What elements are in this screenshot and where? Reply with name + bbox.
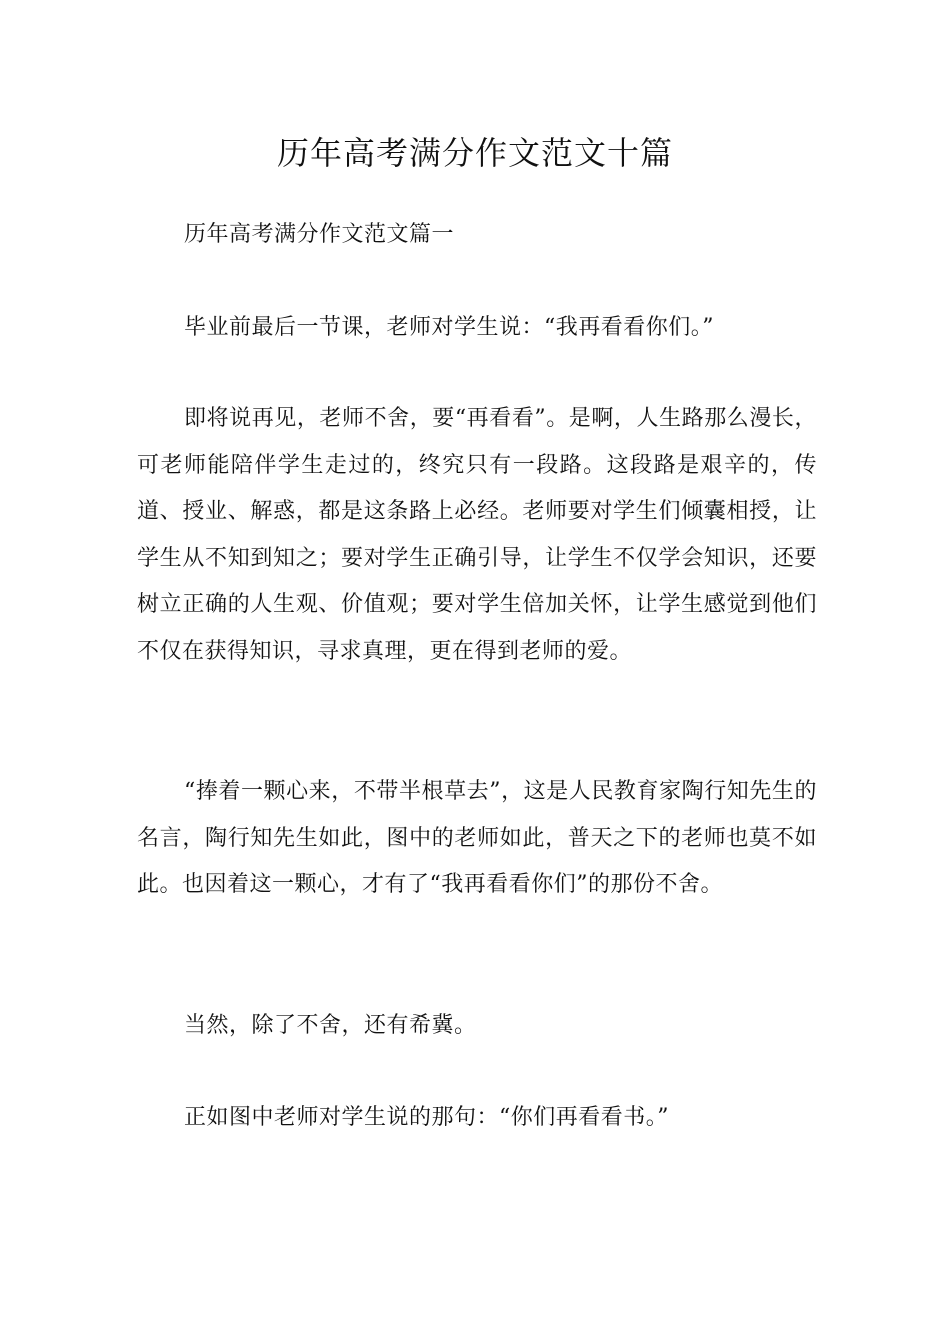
paragraph: “捧着一颗心来，不带半根草去”，这是人民教育家陶行知先生的名言，陶行知先生如此，图中的老师如此，普天之下的老师也莫不如此。也因着这一颗心，才有了“我再看看你们”的那份不舍。 bbox=[137, 779, 817, 898]
paragraph: 当然，除了不舍，还有希冀。 bbox=[184, 1013, 477, 1038]
paragraph: 即将说再见，老师不舍，要“再看看”。是啊，人生路那么漫长，可老师能陪伴学生走过的，终究只有一段路。这段路是艰辛的，传道、授业、解惑，都是这条路上必经。老师要对学生们倾囊相授，让学生从不知到知之；要对学生正确引导，让学生不仅学会知识，还要树立正确的人生观、价值观；要对学生倍加关怀，让学生感觉到他们不仅在获得知识，寻求真理，更在得到老师的爱。 bbox=[137, 406, 817, 664]
paragraph: 正如图中老师对学生说的那句：“你们再看看书。” bbox=[184, 1105, 669, 1130]
document-title: 历年高考满分作文范文十篇 bbox=[276, 134, 673, 172]
paragraph: 毕业前最后一节课，老师对学生说：“我再看看你们。” bbox=[184, 315, 714, 340]
section-heading: 历年高考满分作文范文篇一 bbox=[184, 222, 455, 247]
